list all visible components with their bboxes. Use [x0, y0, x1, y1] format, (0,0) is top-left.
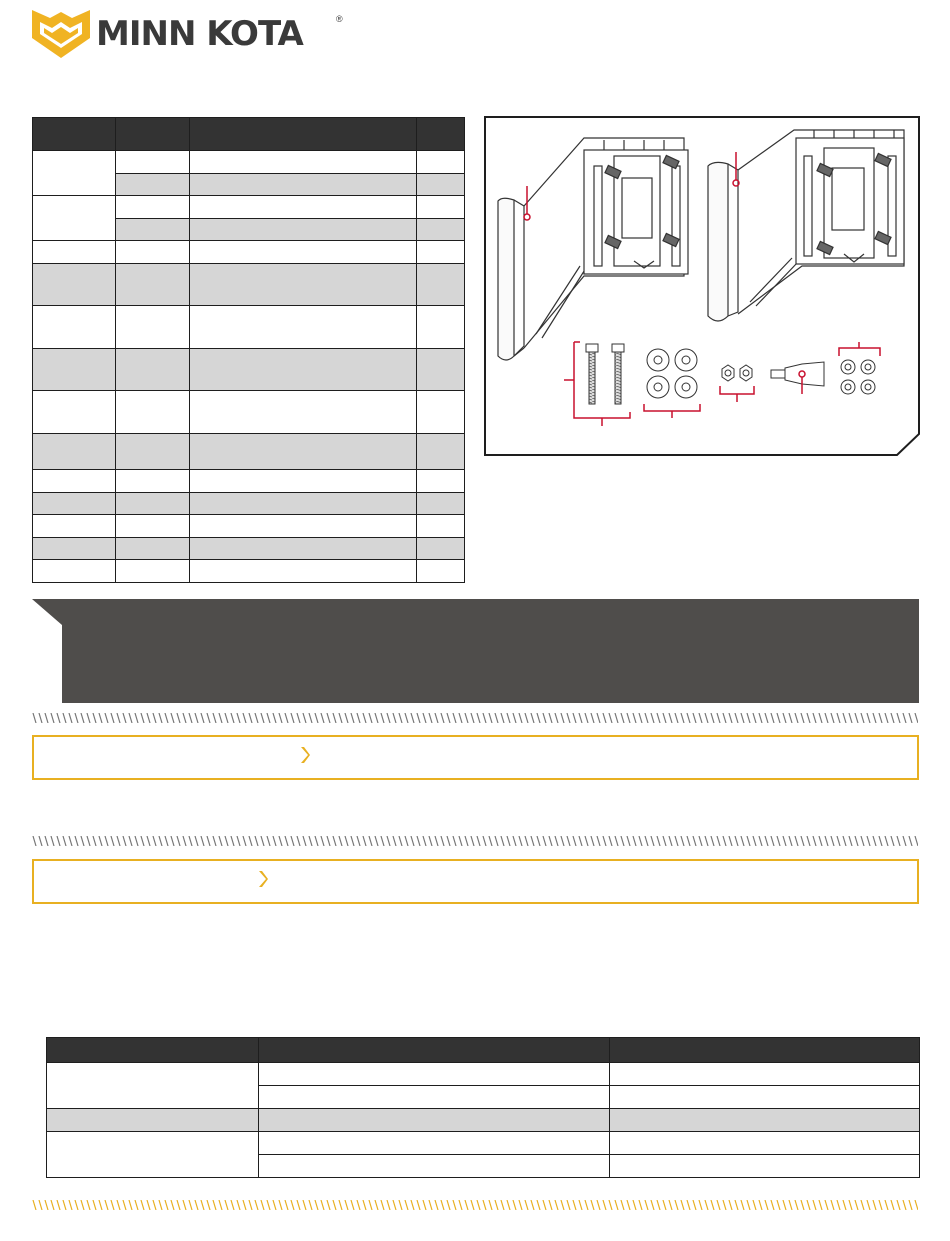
- callout-box: [32, 735, 919, 780]
- table-row: [47, 1132, 920, 1155]
- table-row: [33, 538, 465, 560]
- table-row: [33, 264, 465, 306]
- table-row: [33, 241, 465, 264]
- registered-mark: ®: [336, 14, 343, 24]
- chevron-right-icon: [300, 746, 310, 764]
- brand-logo: [30, 8, 350, 60]
- minn-kota-logo-icon: [30, 8, 92, 60]
- parts-table: [32, 117, 465, 583]
- table-row: [33, 349, 465, 391]
- section-banner: [32, 599, 919, 703]
- table-row: [33, 391, 465, 434]
- table-row: [33, 470, 465, 493]
- hatch-divider: [32, 713, 918, 723]
- spec-table: [46, 1037, 920, 1178]
- table-row: [47, 1063, 920, 1086]
- chevron-right-icon: [258, 870, 268, 888]
- table-row: [33, 493, 465, 515]
- table-row: [33, 151, 465, 174]
- parts-diagram: [484, 116, 920, 456]
- brand-name: MINN KOTA: [96, 14, 303, 54]
- parts-table-header: [33, 118, 465, 151]
- hatch-divider: [32, 836, 918, 846]
- table-row: [33, 196, 465, 219]
- table-row: [47, 1109, 920, 1132]
- spec-table-header: [47, 1038, 920, 1063]
- table-row: [33, 306, 465, 349]
- hatch-divider-footer: [32, 1200, 918, 1210]
- table-row: [33, 515, 465, 538]
- table-row: [33, 560, 465, 583]
- table-row: [33, 434, 465, 470]
- callout-box: [32, 859, 919, 904]
